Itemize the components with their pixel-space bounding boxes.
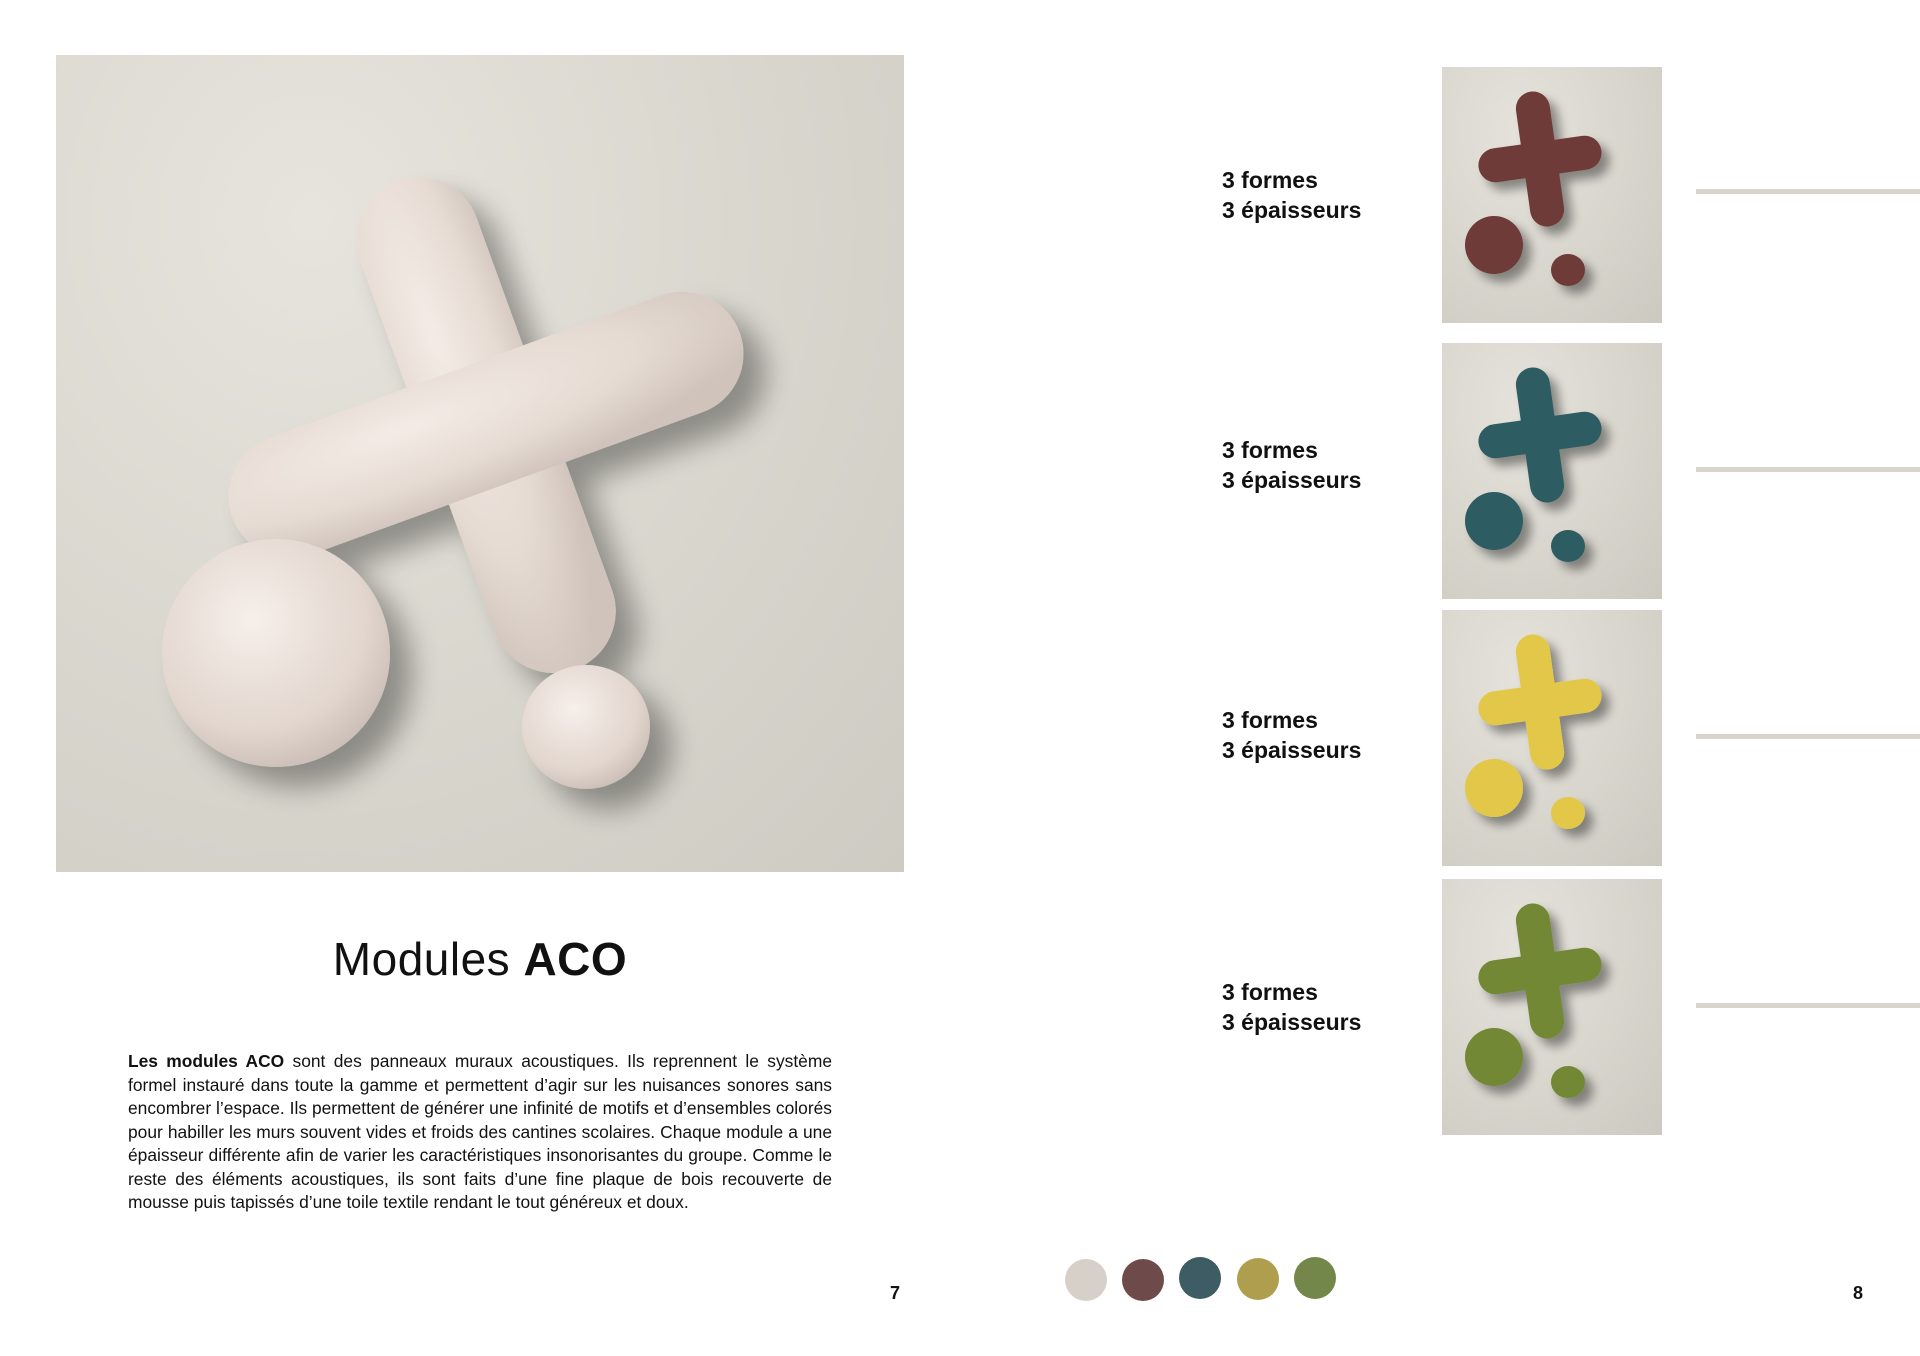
description-body: sont des panneaux muraux acoustiques. Ils reprennent le système formel instauré dans toute la gamme et permettent d’agir sur les nuisances sonores sans encombrer l’espace. Ils permettent de générer une infinité de motifs et d’ensembles colorés pour habiller les murs souvent vides et froids des cantines scolaires. Chaque module a une épaisseur différente afin de varier les caractéristiques insonorisantes du groupe. Comme le reste des éléments acoustiques, ils sont faits d’une fine plaque de bois recouverte de mousse puis tapissés d’une toile textile rendant le tout généreux et doux. [128, 1051, 833, 1212]
large-round-module [1465, 492, 1523, 550]
variant-thumbnail [1442, 67, 1662, 323]
module-shapes [1465, 626, 1611, 829]
divider-line [1696, 1003, 1920, 1008]
variant-thickness-text: 3 épaisseurs [1222, 467, 1362, 493]
module-shapes [1465, 359, 1611, 562]
variant-thickness-text: 3 épaisseurs [1222, 197, 1362, 223]
variant-thickness-text: 3 épaisseurs [1222, 737, 1362, 763]
module-shapes [1465, 895, 1611, 1098]
hero-image-aco-modules [56, 55, 904, 872]
divider-line [1696, 734, 1920, 739]
small-round-module [1551, 797, 1585, 829]
variant-forms-text: 3 formes [1222, 437, 1318, 463]
cross-module [1469, 626, 1611, 778]
divider-line [1696, 189, 1920, 194]
variant-label [1222, 977, 1361, 1037]
page-title [56, 932, 904, 986]
cross-module [1469, 83, 1611, 235]
variant-label [1222, 165, 1361, 225]
variant-thickness-text: 3 épaisseurs [1222, 1009, 1362, 1035]
color-swatch [1065, 1259, 1107, 1301]
color-swatch [1237, 1258, 1279, 1300]
large-round-module [1465, 216, 1523, 274]
color-swatch [1179, 1257, 1221, 1299]
variant-forms-text: 3 formes [1222, 707, 1318, 733]
aco-modules-illustration [56, 55, 904, 872]
description-paragraph [128, 1050, 832, 1215]
variant-thumbnail [1442, 610, 1662, 866]
cross-module [1469, 359, 1611, 511]
color-swatch [1294, 1257, 1336, 1299]
title-regular: Modules [332, 933, 524, 985]
divider-line [1696, 467, 1920, 472]
variant-forms-text: 3 formes [1222, 167, 1318, 193]
variant-forms-text: 3 formes [1222, 979, 1318, 1005]
variant-thumbnail [1442, 879, 1662, 1135]
small-round-module [1551, 1066, 1585, 1098]
color-swatch [1122, 1259, 1164, 1301]
variant-label [1222, 435, 1361, 495]
large-round-module [1465, 1028, 1523, 1086]
page-number-right: 8 [1853, 1283, 1864, 1303]
small-round-module [1551, 530, 1585, 562]
variant-thumbnail [1442, 343, 1662, 599]
module-shapes [1465, 83, 1611, 286]
cross-module [1469, 895, 1611, 1047]
title-bold: ACO [523, 933, 628, 985]
description-lead: Les modules ACO [128, 1051, 285, 1071]
page-number-left: 7 [890, 1283, 901, 1303]
variant-label [1222, 705, 1361, 765]
large-round-module [1465, 759, 1523, 817]
small-round-module [1551, 254, 1585, 286]
